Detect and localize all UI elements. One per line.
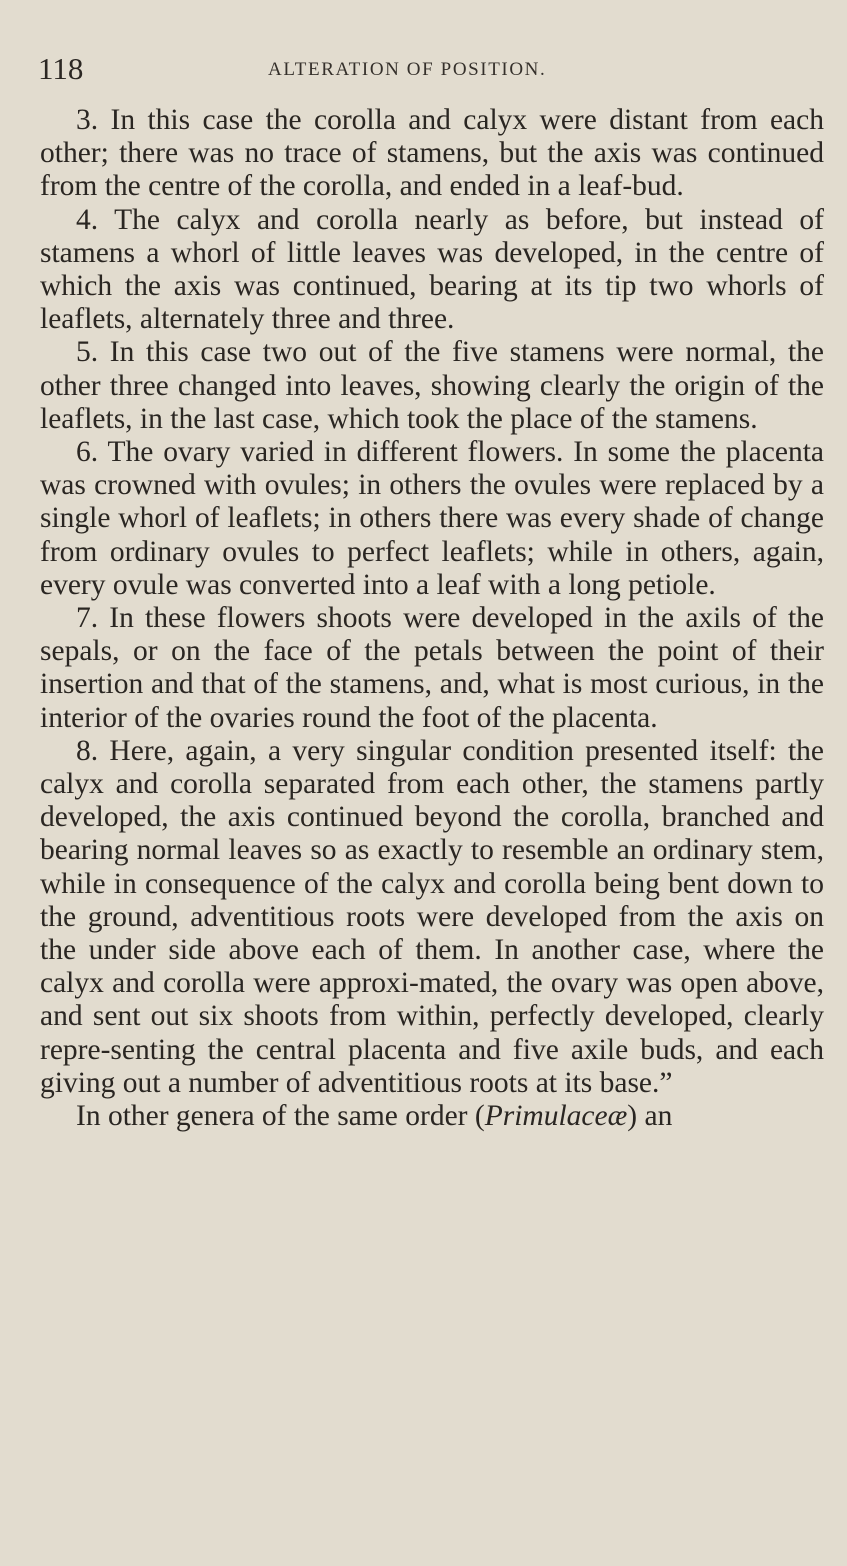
- page-number: 118: [38, 51, 84, 86]
- species-name: Primulaceæ: [484, 1100, 628, 1133]
- final-paragraph-end: ) an: [627, 1100, 673, 1133]
- body-text: [40, 104, 824, 1133]
- paragraph-4: 4. The calyx and corolla nearly as before, but instead of stamens a whorl of little leaves was developed, in the centre of which the axis was continued, bearing at its tip two whorls of leaflets, alternately three and three.: [40, 203, 824, 336]
- paragraph-6: 6. The ovary varied in different flowers. In some the placenta was crowned with ovules; in others the ovules were replaced by a single whorl of leaflets; in others there was every shade of change from ordinary ovules to perfect leaflets; while in others, again, every ovule was converted into a leaf with a long petiole.: [40, 436, 824, 601]
- final-paragraph-start: In other genera of the same order (: [76, 1100, 485, 1133]
- paragraph-7: 7. In these flowers shoots were developed in the axils of the sepals, or on the face of the petals between the point of their insertion and that of the stamens, and, what is most curious, in the interior of the ovaries round the foot of the placenta.: [40, 602, 824, 734]
- running-head: ALTERATION OF POSITION.: [268, 59, 547, 80]
- paragraph-5: 5. In this case two out of the five stamens were normal, the other three changed into leaves, showing clearly the origin of the leaflets, in the last case, which took the place of the stamens.: [40, 336, 824, 435]
- paragraph-8: 8. Here, again, a very singular condition presented itself: the calyx and corolla separated from each other, the stamens partly developed, the axis continued beyond the corolla, branched and bearing normal leaves so as exactly to resemble an ordinary stem, while in consequence of the calyx and corolla being bent down to the ground, adventitious roots were developed from the axis on the under side above each of them. In another case, where the calyx and corolla were approxi-mated, the ovary was open above, and sent out six shoots from within, perfectly developed, clearly repre-senting the central placenta and five axile buds, and each giving out a number of adventitious roots at its base.”: [40, 734, 824, 1099]
- page-header: [38, 52, 808, 86]
- paragraph-3: 3. In this case the corolla and calyx were distant from each other; there was no trace of stamens, but the axis was continued from the centre of the corolla, and ended in a leaf-bud.: [40, 104, 824, 203]
- final-paragraph: [40, 1100, 824, 1133]
